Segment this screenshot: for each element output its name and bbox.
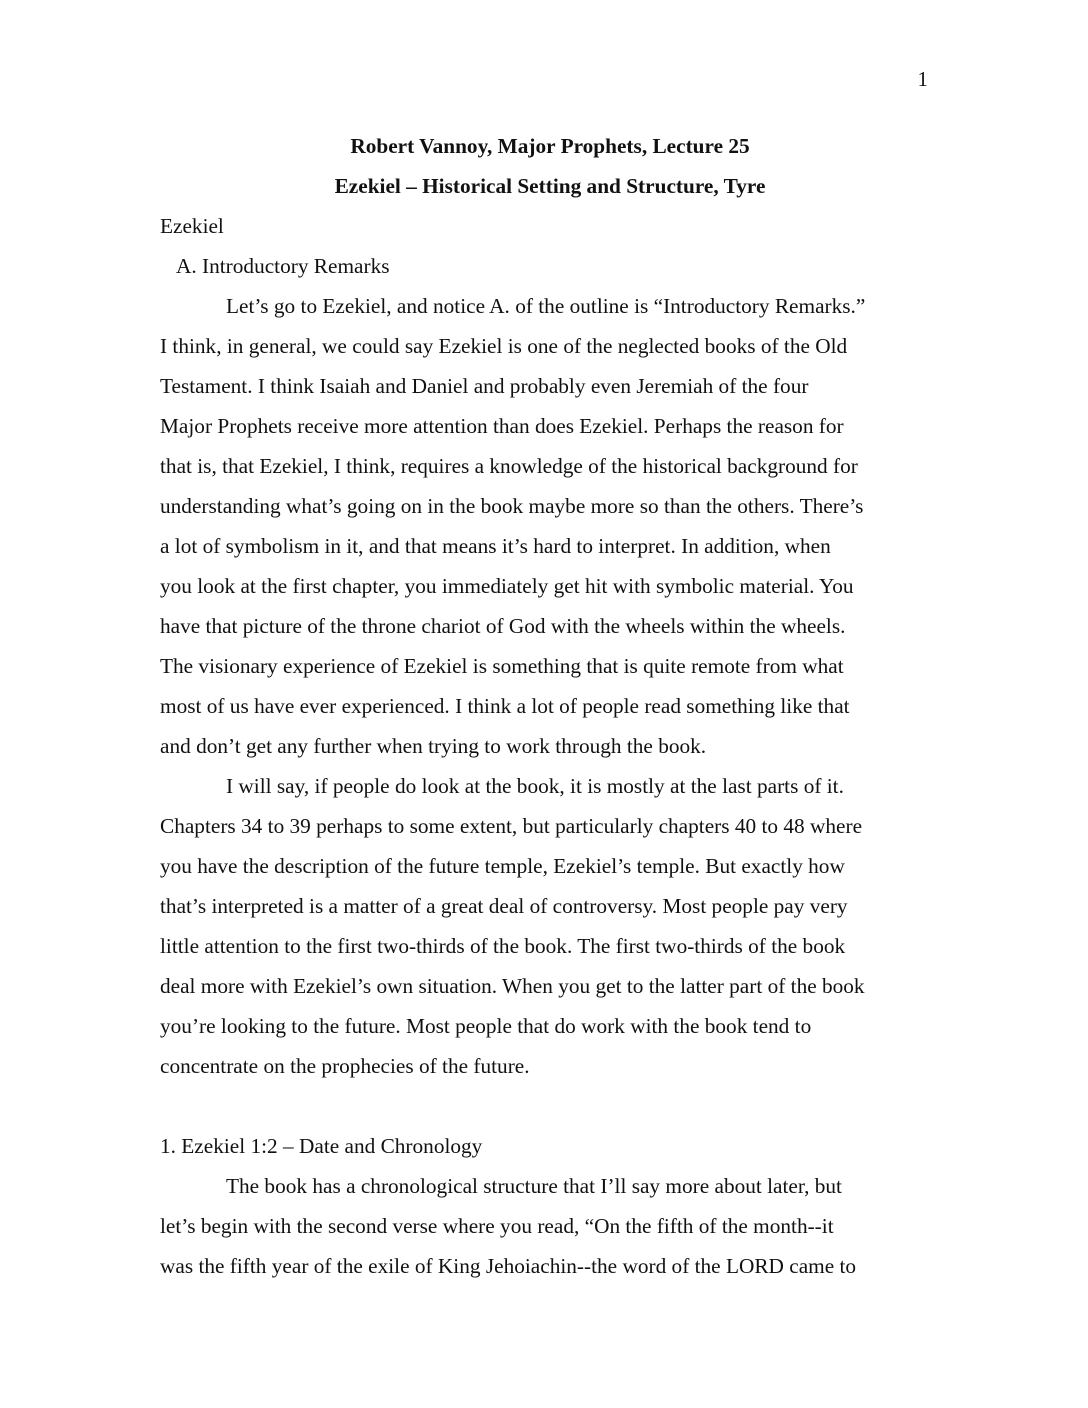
paragraph-line: and don’t get any further when trying to work through the book.	[160, 734, 707, 758]
page-number: 1	[917, 67, 928, 91]
paragraph-line: you’re looking to the future. Most people that do work with the book tend to	[160, 1014, 812, 1038]
paragraph-line: Major Prophets receive more attention than does Ezekiel. Perhaps the reason for	[160, 414, 844, 438]
paragraph-line: a lot of symbolism in it, and that means it’s hard to interpret. In addition, when	[160, 534, 831, 558]
section-heading-date-chronology: 1. Ezekiel 1:2 – Date and Chronology	[160, 1134, 483, 1158]
paragraph-chronology	[160, 1166, 940, 1286]
paragraph-line: Let’s go to Ezekiel, and notice A. of the outline is “Introductory Remarks.”	[226, 294, 866, 318]
paragraph-line: Chapters 34 to 39 perhaps to some extent, but particularly chapters 40 to 48 where	[160, 814, 863, 838]
subsection-heading-introductory-remarks: A. Introductory Remarks	[176, 254, 390, 278]
paragraph-line: I will say, if people do look at the book, it is mostly at the last parts of it.	[226, 774, 844, 798]
lecture-subtitle: Ezekiel – Historical Setting and Structure, Tyre	[334, 174, 766, 198]
paragraph-line: that’s interpreted is a matter of a great deal of controversy. Most people pay very	[160, 894, 848, 918]
lecture-title: Robert Vannoy, Major Prophets, Lecture 25	[350, 134, 750, 158]
paragraph-line: I think, in general, we could say Ezekiel is one of the neglected books of the Old	[160, 334, 848, 358]
document-body	[160, 126, 940, 1286]
blank-line	[160, 1086, 940, 1126]
paragraph-line: The visionary experience of Ezekiel is something that is quite remote from what	[160, 654, 844, 678]
paragraph-line: that is, that Ezekiel, I think, requires a knowledge of the historical background for	[160, 454, 858, 478]
paragraph-last-parts	[160, 766, 940, 1086]
paragraph-line: Testament. I think Isaiah and Daniel and probably even Jeremiah of the four	[160, 374, 809, 398]
section-heading-ezekiel: Ezekiel	[160, 214, 224, 238]
paragraph-line: most of us have ever experienced. I think a lot of people read something like that	[160, 694, 850, 718]
paragraph-line: understanding what’s going on in the book maybe more so than the others. There’s	[160, 494, 864, 518]
paragraph-introductory	[160, 286, 940, 766]
paragraph-line: have that picture of the throne chariot of God with the wheels within the wheels.	[160, 614, 846, 638]
paragraph-line: concentrate on the prophecies of the future.	[160, 1054, 530, 1078]
paragraph-line: let’s begin with the second verse where you read, “On the fifth of the month--it	[160, 1214, 834, 1238]
paragraph-line: you look at the first chapter, you immediately get hit with symbolic material. You	[160, 574, 854, 598]
paragraph-line: was the fifth year of the exile of King Jehoiachin--the word of the LORD came to	[160, 1254, 857, 1278]
paragraph-line: The book has a chronological structure that I’ll say more about later, but	[226, 1174, 842, 1198]
paragraph-line: you have the description of the future temple, Ezekiel’s temple. But exactly how	[160, 854, 845, 878]
paragraph-line: deal more with Ezekiel’s own situation. When you get to the latter part of the book	[160, 974, 865, 998]
paragraph-line: little attention to the first two-thirds of the book. The first two-thirds of the book	[160, 934, 846, 958]
